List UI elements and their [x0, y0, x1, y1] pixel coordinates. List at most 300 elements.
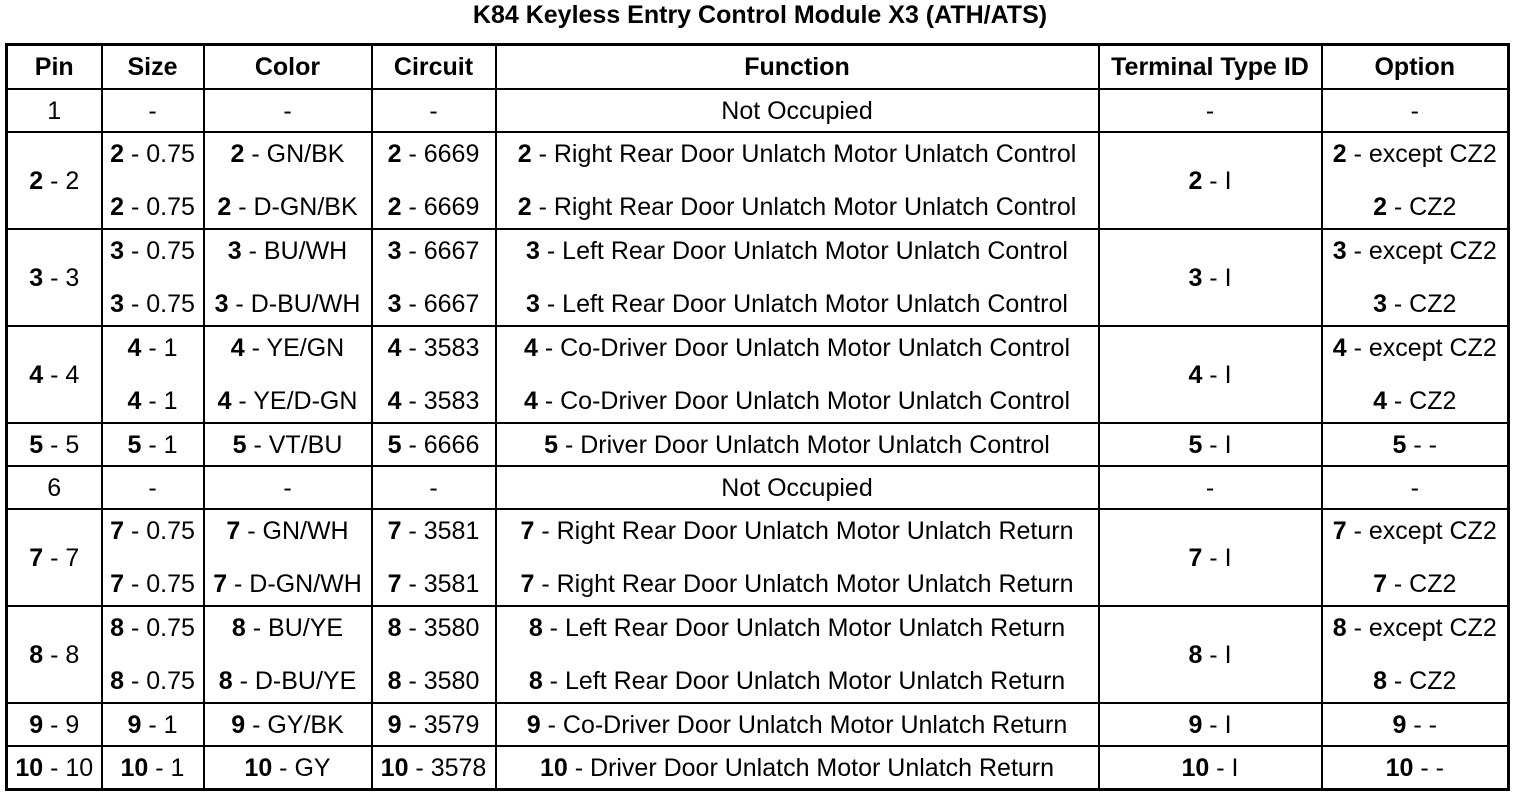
color-cell: [204, 746, 372, 790]
pin-number-prefix: 8: [528, 667, 543, 695]
pin-cell-content: [8, 510, 101, 605]
color-cell-content: [205, 510, 371, 605]
option-cell-content: [1323, 424, 1508, 465]
terminal-type-id-cell: [1099, 509, 1322, 606]
pin-number-prefix: 8: [1188, 640, 1203, 669]
pin-value: 6: [47, 473, 62, 502]
circuit-cell: [372, 132, 496, 229]
pin-number-prefix: 5: [232, 430, 247, 459]
color-value: -: [283, 473, 292, 502]
size-cell-content: [103, 327, 203, 422]
function-value: 10 - Driver Door Unlatch Motor Unlatch Return: [539, 753, 1055, 782]
column-header-size: Size: [102, 45, 204, 90]
circuit-cell-content: [373, 607, 495, 702]
pin-number-prefix: 2: [387, 140, 402, 168]
pin-number-prefix: 8: [29, 640, 44, 669]
pin-number-prefix: 7: [110, 517, 125, 545]
pin-number-prefix: 10: [1181, 753, 1210, 782]
option-cell-content: [1323, 327, 1508, 422]
function-value: Not Occupied: [721, 96, 873, 125]
option-cell: [1322, 509, 1509, 606]
color-cell-content: [205, 424, 371, 465]
option-value: 2 - CZ2: [1373, 193, 1457, 221]
pin-number-prefix: 3: [1373, 290, 1387, 318]
terminal-type-id-cell: [1099, 326, 1322, 423]
table-row: [7, 423, 1509, 466]
option-value: 7 - except CZ2: [1332, 517, 1497, 545]
size-value: 2 - 0.75: [110, 140, 195, 168]
pin-number-prefix: 7: [1188, 543, 1203, 572]
circuit-cell: [372, 423, 496, 466]
option-cell-content: [1323, 133, 1508, 228]
color-value: 3 - BU/WH: [227, 237, 348, 265]
size-value: -: [148, 96, 157, 125]
column-header-option: Option: [1322, 45, 1509, 90]
circuit-value: 5 - 6666: [387, 430, 480, 459]
pin-number-prefix: 3: [110, 290, 125, 318]
pin-cell: [7, 132, 102, 229]
color-value: 5 - VT/BU: [232, 430, 343, 459]
column-header-terminal-type-id: Terminal Type ID: [1099, 45, 1322, 90]
pin-value: 4 - 4: [29, 360, 80, 389]
size-value: 4 - 1: [127, 334, 178, 362]
pin-number-prefix: 4: [1373, 387, 1387, 415]
pin-value: 8 - 8: [29, 640, 80, 669]
option-value: 8 - except CZ2: [1332, 614, 1497, 642]
size-cell: [102, 423, 204, 466]
terminal-type-id-cell-content: [1100, 467, 1321, 508]
pinout-table-body: [7, 89, 1509, 790]
color-value: 4 - YE/GN: [230, 334, 345, 362]
terminal-type-id-cell: [1099, 466, 1322, 509]
terminal-type-id-cell: [1099, 423, 1322, 466]
terminal-type-id-cell-content: [1100, 230, 1321, 325]
pin-number-prefix: 9: [1392, 710, 1407, 739]
size-cell: [102, 703, 204, 746]
function-value: 8 - Left Rear Door Unlatch Motor Unlatch Return: [528, 667, 1066, 695]
pin-number-prefix: 3: [1188, 263, 1203, 292]
pin-number-prefix: 8: [528, 614, 543, 642]
pin-cell: [7, 606, 102, 703]
pin-cell-content: [8, 230, 101, 325]
circuit-cell-content: [373, 467, 495, 508]
pin-number-prefix: 2: [387, 193, 402, 221]
circuit-cell: [372, 229, 496, 326]
circuit-value: 7 - 3581: [387, 570, 480, 598]
size-cell-content: [103, 607, 203, 702]
pin-number-prefix: 2: [110, 140, 125, 168]
color-value: 8 - D-BU/YE: [218, 667, 357, 695]
option-cell: [1322, 326, 1509, 423]
circuit-cell-content: [373, 133, 495, 228]
pin-number-prefix: 4: [29, 360, 44, 389]
table-row: [7, 466, 1509, 509]
color-value: -: [283, 96, 292, 125]
function-value: Not Occupied: [721, 473, 873, 502]
pin-number-prefix: 3: [1332, 237, 1347, 265]
circuit-value: 4 - 3583: [387, 387, 480, 415]
terminal-type-id-cell: [1099, 132, 1322, 229]
circuit-value: 9 - 3579: [387, 710, 480, 739]
table-row: [7, 746, 1509, 790]
size-cell: [102, 229, 204, 326]
terminal-type-id-value: 4 - I: [1188, 360, 1232, 389]
pin-number-prefix: 4: [1188, 360, 1203, 389]
pin-number-prefix: 8: [231, 614, 246, 642]
circuit-value: 7 - 3581: [387, 517, 480, 545]
terminal-type-id-cell: [1099, 746, 1322, 790]
circuit-value: 2 - 6669: [387, 140, 480, 168]
pin-number-prefix: 4: [387, 387, 402, 415]
pin-cell-content: [8, 133, 101, 228]
size-value: 7 - 0.75: [110, 517, 195, 545]
color-value: 9 - GY/BK: [231, 710, 344, 739]
size-cell: [102, 746, 204, 790]
function-cell: [496, 326, 1099, 423]
pin-cell: [7, 423, 102, 466]
option-cell: [1322, 606, 1509, 703]
pin-number-prefix: 10: [380, 753, 409, 782]
pin-number-prefix: 4: [1332, 334, 1347, 362]
pin-number-prefix: 10: [1385, 753, 1414, 782]
circuit-value: -: [429, 473, 438, 502]
function-value: 7 - Right Rear Door Unlatch Motor Unlatch Return: [520, 570, 1074, 598]
table-row: [7, 509, 1509, 606]
circuit-value: 3 - 6667: [387, 290, 480, 318]
pin-value: 10 - 10: [15, 753, 94, 782]
size-value: 7 - 0.75: [110, 570, 195, 598]
pin-value: 5 - 5: [29, 430, 80, 459]
color-value: 2 - D-GN/BK: [217, 193, 358, 221]
pin-number-prefix: 9: [1188, 710, 1203, 739]
terminal-type-id-value: 8 - I: [1188, 640, 1232, 669]
pin-number-prefix: 5: [544, 430, 559, 459]
option-cell-content: [1323, 90, 1508, 131]
pin-number-prefix: 2: [1188, 166, 1203, 195]
size-value: 2 - 0.75: [110, 193, 195, 221]
function-cell-content: [497, 704, 1098, 745]
pin-cell: [7, 89, 102, 132]
color-cell: [204, 423, 372, 466]
color-value: 10 - GY: [244, 753, 331, 782]
function-value: 8 - Left Rear Door Unlatch Motor Unlatch Return: [528, 614, 1066, 642]
function-value: 3 - Left Rear Door Unlatch Motor Unlatch Control: [526, 237, 1068, 265]
function-cell-content: [497, 90, 1098, 131]
function-value: 9 - Co-Driver Door Unlatch Motor Unlatch Return: [526, 710, 1068, 739]
size-cell-content: [103, 133, 203, 228]
pin-number-prefix: 7: [387, 517, 402, 545]
size-value: 3 - 0.75: [110, 290, 195, 318]
pin-number-prefix: 3: [214, 290, 229, 318]
size-value: 10 - 1: [120, 753, 185, 782]
pin-number-prefix: 7: [110, 570, 125, 598]
pin-number-prefix: 4: [523, 387, 538, 415]
size-cell-content: [103, 90, 203, 131]
pin-number-prefix: 4: [217, 387, 232, 415]
pin-number-prefix: 7: [29, 543, 44, 572]
circuit-value: 8 - 3580: [387, 614, 480, 642]
function-cell-content: [497, 424, 1098, 465]
table-row: [7, 89, 1509, 132]
function-value: 4 - Co-Driver Door Unlatch Motor Unlatch Control: [523, 334, 1070, 362]
size-value: 8 - 0.75: [110, 667, 195, 695]
option-cell-content: [1323, 747, 1508, 788]
function-cell: [496, 703, 1099, 746]
terminal-type-id-cell-content: [1100, 704, 1321, 745]
size-cell: [102, 326, 204, 423]
color-cell-content: [205, 327, 371, 422]
pin-number-prefix: 3: [227, 237, 242, 265]
terminal-type-id-value: 3 - I: [1188, 263, 1232, 292]
pin-cell: [7, 326, 102, 423]
option-cell-content: [1323, 510, 1508, 605]
pin-cell-content: [8, 607, 101, 702]
circuit-value: 4 - 3583: [387, 334, 480, 362]
pin-number-prefix: 7: [387, 570, 402, 598]
function-cell: [496, 466, 1099, 509]
size-value: 8 - 0.75: [110, 614, 195, 642]
option-value: 4 - except CZ2: [1332, 334, 1497, 362]
table-row: [7, 606, 1509, 703]
pin-number-prefix: 3: [110, 237, 125, 265]
terminal-type-id-cell: [1099, 606, 1322, 703]
circuit-value: 10 - 3578: [380, 753, 487, 782]
pin-number-prefix: 2: [230, 140, 245, 168]
circuit-value: 3 - 6667: [387, 237, 480, 265]
pin-number-prefix: 9: [387, 710, 402, 739]
option-value: 8 - CZ2: [1373, 667, 1457, 695]
terminal-type-id-value: -: [1205, 473, 1215, 502]
pin-number-prefix: 5: [1188, 430, 1203, 459]
pin-number-prefix: 9: [127, 710, 142, 739]
circuit-cell-content: [373, 747, 495, 788]
pin-number-prefix: 10: [244, 753, 273, 782]
function-cell-content: [497, 327, 1098, 422]
circuit-value: -: [429, 96, 438, 125]
size-cell-content: [103, 510, 203, 605]
color-cell-content: [205, 230, 371, 325]
pin-number-prefix: 5: [29, 430, 44, 459]
color-cell: [204, 466, 372, 509]
pin-number-prefix: 3: [526, 290, 540, 318]
option-cell-content: [1323, 230, 1508, 325]
function-cell-content: [497, 467, 1098, 508]
option-value: 3 - except CZ2: [1332, 237, 1497, 265]
size-value: 3 - 0.75: [110, 237, 195, 265]
function-value: 5 - Driver Door Unlatch Motor Unlatch Control: [544, 430, 1050, 459]
column-header-circuit: Circuit: [372, 45, 496, 90]
pin-number-prefix: 7: [226, 517, 241, 545]
pin-number-prefix: 2: [1373, 193, 1387, 221]
color-cell-content: [205, 133, 371, 228]
terminal-type-id-cell-content: [1100, 133, 1321, 228]
terminal-type-id-value: -: [1205, 96, 1215, 125]
color-cell-content: [205, 90, 371, 131]
option-value: 10 - -: [1385, 753, 1444, 782]
pin-number-prefix: 3: [387, 237, 402, 265]
function-cell: [496, 229, 1099, 326]
terminal-type-id-cell-content: [1100, 510, 1321, 605]
option-cell-content: [1323, 467, 1508, 508]
color-cell-content: [205, 607, 371, 702]
pin-number-prefix: 10: [539, 753, 568, 782]
terminal-type-id-cell: [1099, 89, 1322, 132]
size-cell-content: [103, 467, 203, 508]
size-cell-content: [103, 230, 203, 325]
pin-cell: [7, 703, 102, 746]
circuit-cell: [372, 89, 496, 132]
option-cell: [1322, 132, 1509, 229]
option-cell-content: [1323, 704, 1508, 745]
option-value: -: [1410, 96, 1419, 125]
function-cell-content: [497, 607, 1098, 702]
pin-value: 1: [47, 96, 62, 125]
pin-number-prefix: 10: [120, 753, 149, 782]
color-cell-content: [205, 747, 371, 788]
terminal-type-id-cell: [1099, 229, 1322, 326]
color-cell: [204, 326, 372, 423]
function-value: 3 - Left Rear Door Unlatch Motor Unlatch Control: [526, 290, 1068, 318]
size-cell-content: [103, 424, 203, 465]
pin-cell-content: [8, 704, 101, 745]
pin-number-prefix: 3: [29, 263, 44, 292]
circuit-value: 8 - 3580: [387, 667, 480, 695]
option-cell: [1322, 229, 1509, 326]
pin-number-prefix: 2: [110, 193, 125, 221]
color-cell-content: [205, 467, 371, 508]
circuit-cell: [372, 606, 496, 703]
function-value: 4 - Co-Driver Door Unlatch Motor Unlatch Control: [523, 387, 1070, 415]
column-header-color: Color: [204, 45, 372, 90]
page-title: K84 Keyless Entry Control Module X3 (ATH/ATS): [472, 1, 1048, 29]
function-cell: [496, 606, 1099, 703]
function-cell: [496, 89, 1099, 132]
pin-value: 2 - 2: [29, 166, 80, 195]
circuit-cell: [372, 326, 496, 423]
pin-cell-content: [8, 327, 101, 422]
terminal-type-id-cell-content: [1100, 747, 1321, 788]
size-value: 5 - 1: [127, 430, 178, 459]
pin-number-prefix: 9: [29, 710, 44, 739]
color-cell: [204, 89, 372, 132]
option-value: 5 - -: [1392, 430, 1437, 459]
table-row: [7, 132, 1509, 229]
circuit-cell-content: [373, 704, 495, 745]
pin-number-prefix: 8: [110, 667, 125, 695]
size-value: 4 - 1: [127, 387, 178, 415]
pin-number-prefix: 8: [387, 614, 402, 642]
function-cell-content: [497, 510, 1098, 605]
function-value: 7 - Right Rear Door Unlatch Motor Unlatch Return: [520, 517, 1074, 545]
circuit-cell-content: [373, 230, 495, 325]
terminal-type-id-cell: [1099, 703, 1322, 746]
pin-number-prefix: 3: [387, 290, 402, 318]
color-value: 3 - D-BU/WH: [214, 290, 361, 318]
terminal-type-id-value: 7 - I: [1188, 543, 1232, 572]
pinout-table: [5, 43, 1510, 791]
function-value: 2 - Right Rear Door Unlatch Motor Unlatch Control: [517, 140, 1077, 168]
terminal-type-id-value: 2 - I: [1188, 166, 1232, 195]
option-value: 3 - CZ2: [1373, 290, 1457, 318]
pin-number-prefix: 2: [217, 193, 232, 221]
pin-cell-content: [8, 424, 101, 465]
color-value: 7 - GN/WH: [226, 517, 349, 545]
terminal-type-id-cell-content: [1100, 90, 1321, 131]
pin-cell: [7, 746, 102, 790]
circuit-cell: [372, 746, 496, 790]
pin-cell-content: [8, 467, 101, 508]
pin-cell: [7, 466, 102, 509]
circuit-cell: [372, 703, 496, 746]
pin-number-prefix: 4: [127, 387, 142, 415]
color-cell-content: [205, 704, 371, 745]
size-cell-content: [103, 704, 203, 745]
header-row: [7, 45, 1509, 90]
pin-value: 9 - 9: [29, 710, 80, 739]
pin-number-prefix: 7: [213, 570, 228, 598]
function-cell: [496, 423, 1099, 466]
function-value: 2 - Right Rear Door Unlatch Motor Unlatch Control: [517, 193, 1077, 221]
terminal-type-id-value: 10 - I: [1181, 753, 1239, 782]
pin-number-prefix: 2: [517, 193, 532, 221]
table-header: [7, 45, 1509, 90]
pin-cell: [7, 229, 102, 326]
terminal-type-id-value: 5 - I: [1188, 430, 1232, 459]
pin-number-prefix: 8: [1332, 614, 1347, 642]
color-value: 8 - BU/YE: [231, 614, 344, 642]
terminal-type-id-value: 9 - I: [1188, 710, 1232, 739]
pin-value: 3 - 3: [29, 263, 80, 292]
pin-number-prefix: 8: [110, 614, 125, 642]
pin-number-prefix: 3: [526, 237, 540, 265]
pin-number-prefix: 7: [520, 570, 535, 598]
terminal-type-id-cell-content: [1100, 327, 1321, 422]
pin-number-prefix: 2: [517, 140, 532, 168]
pin-number-prefix: 5: [127, 430, 142, 459]
circuit-cell-content: [373, 90, 495, 131]
function-cell-content: [497, 747, 1098, 788]
color-cell: [204, 132, 372, 229]
color-cell: [204, 606, 372, 703]
color-cell: [204, 229, 372, 326]
color-cell: [204, 703, 372, 746]
pin-number-prefix: 2: [29, 166, 44, 195]
option-cell-content: [1323, 607, 1508, 702]
pin-number-prefix: 8: [1373, 667, 1387, 695]
pin-value: 7 - 7: [29, 543, 80, 572]
size-cell: [102, 89, 204, 132]
function-cell-content: [497, 230, 1098, 325]
table-row: [7, 229, 1509, 326]
color-value: 4 - YE/D-GN: [217, 387, 358, 415]
pin-number-prefix: 7: [1332, 517, 1347, 545]
size-cell: [102, 509, 204, 606]
option-value: -: [1410, 473, 1419, 502]
pin-cell-content: [8, 747, 101, 788]
pin-cell: [7, 509, 102, 606]
size-cell-content: [103, 747, 203, 788]
pin-number-prefix: 5: [387, 430, 402, 459]
size-cell: [102, 132, 204, 229]
option-cell: [1322, 703, 1509, 746]
column-header-function: Function: [496, 45, 1099, 90]
option-cell: [1322, 466, 1509, 509]
option-cell: [1322, 89, 1509, 132]
function-cell: [496, 509, 1099, 606]
size-cell: [102, 466, 204, 509]
color-value: 2 - GN/BK: [230, 140, 345, 168]
circuit-cell-content: [373, 424, 495, 465]
